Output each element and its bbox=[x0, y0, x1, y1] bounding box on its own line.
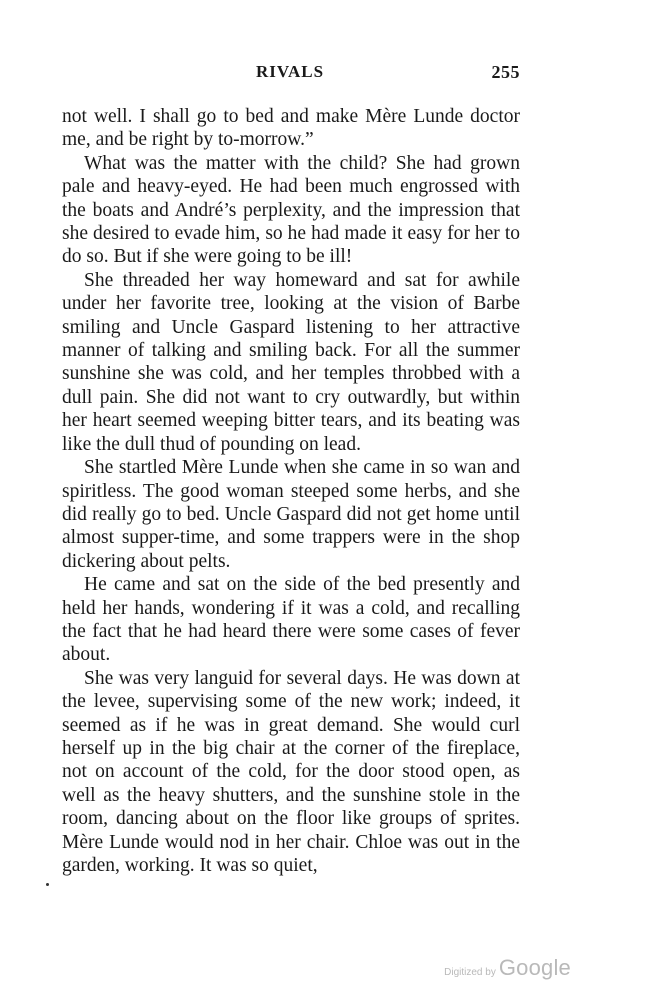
watermark-prefix: Digitized by bbox=[444, 967, 496, 978]
paragraph: not well. I shall go to bed and make Mère Lunde doctor me, and be right by to-morrow.” bbox=[62, 106, 520, 151]
paragraph: He came and sat on the side of the bed presently and held her hands, wondering if it was a cold, and recalling the fact that he had heard there were some cases of fever about. bbox=[62, 574, 520, 666]
paragraph: She was very languid for several days. He was down at the levee, supervising some of the new work; indeed, it seemed as if he was in great demand. She would curl herself up in the big chair at the corner of the fireplace, not on account of the cold, for the door stood open, as well as the heavy shutters, and the sunshine stole in the room, dancing about on the floor like groups of sprites. Mère Lunde would nod in her chair. Chloe was out in the garden, working. It was so quiet, bbox=[62, 667, 520, 876]
running-title: RIVALS bbox=[255, 62, 325, 81]
body-text bbox=[62, 105, 520, 877]
stray-ink-mark bbox=[46, 883, 49, 886]
running-head bbox=[60, 62, 520, 90]
paragraph: She startled Mère Lunde when she came in so wan and spiritless. The good woman steeped some herbs, and she did really go to bed. Uncle Gaspard did not get home until almost supper-time, and some trappers were in the shop dickering about pelts. bbox=[62, 457, 520, 572]
page-number: 255 bbox=[491, 62, 520, 82]
watermark-brand: Google bbox=[498, 955, 571, 980]
digitization-watermark bbox=[444, 955, 571, 981]
paragraph: What was the matter with the child? She had grown pale and heavy-eyed. He had been much engrossed with the boats and André’s perplexity, and the impression that she desired to evade him, so he had made it easy for her to do so. But if she were going to be ill! bbox=[62, 152, 520, 268]
paragraph: She threaded her way homeward and sat for awhile under her favorite tree, looking at the vision of Barbe smiling and Uncle Gaspard listening to her attractive manner of talking and smiling back. For all the summer sunshine she was cold, and her temples throbbed with a dull pain. She did not want to cry outwardly, but within her heart seemed weeping bitter tears, and its beating was like the dull thud of pounding on lead. bbox=[62, 269, 520, 455]
